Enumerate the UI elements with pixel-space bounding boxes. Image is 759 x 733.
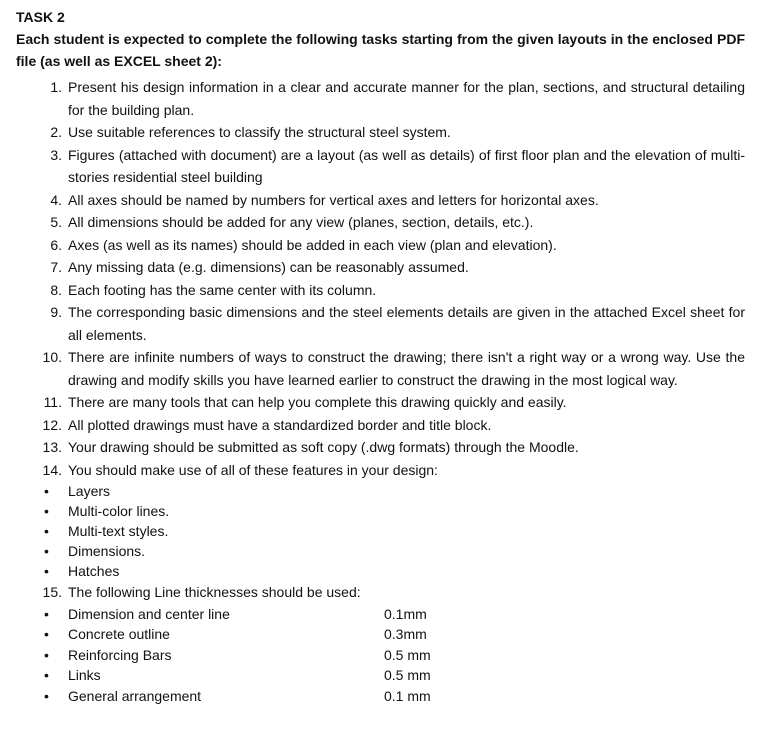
feature-text: Multi-color lines.	[68, 503, 170, 519]
item-number: 3.	[50, 146, 62, 163]
list-item	[16, 256, 745, 279]
item-text: The following Line thicknesses should be used:	[68, 584, 361, 600]
item-text: Present his design information in a clear and accurate manner for the plan, sections, and structural detailing for the building plan.	[68, 79, 745, 118]
item-number: 2.	[50, 124, 62, 140]
feature-text: Multi-text styles.	[68, 523, 169, 539]
task-list	[16, 76, 745, 706]
feature-text: Hatches	[68, 563, 120, 579]
thickness-item	[16, 686, 745, 707]
item-number: 5.	[50, 214, 62, 230]
item-text: Each footing has the same center with its column.	[68, 281, 377, 298]
item-number: 13.	[42, 439, 62, 455]
list-item	[16, 144, 745, 189]
task-intro: Each student is expected to complete the following tasks starting from the given layouts in the enclosed PDF file (as well as EXCEL sheet 2):	[16, 31, 745, 69]
bullet-icon: •	[44, 646, 49, 663]
item-number: 8.	[50, 281, 62, 298]
item-text: Axes (as well as its names) should be added in each view (plan and elevation).	[68, 236, 557, 253]
item-text: Any missing data (e.g. dimensions) can be reasonably assumed.	[68, 259, 469, 275]
bullet-icon: •	[44, 687, 49, 704]
line-thickness-list	[16, 604, 745, 707]
item-number: 1.	[50, 79, 62, 95]
list-item	[16, 76, 745, 121]
bullet-icon: •	[44, 563, 49, 579]
thickness-label: General arrangement	[68, 687, 202, 704]
thickness-label: Concrete outline	[68, 626, 170, 642]
item-text: There are infinite numbers of ways to construct the drawing; there isn't a right way or a wrong way. Use the drawing and modify skills you have learned earlier to construct the drawing in the most logical way.	[68, 349, 745, 388]
list-item	[16, 121, 745, 144]
thickness-value: 0.5 mm	[384, 646, 431, 663]
list-item	[16, 346, 745, 391]
features-list	[16, 481, 745, 581]
thickness-item	[16, 604, 745, 625]
item-number: 14.	[42, 461, 62, 478]
item-text: The corresponding basic dimensions and the steel elements details are given in the attached Excel sheet for all elements.	[68, 304, 745, 343]
list-item	[16, 436, 745, 459]
item-number: 9.	[50, 304, 62, 320]
item-text: All axes should be named by numbers for vertical axes and letters for horizontal axes.	[68, 191, 599, 208]
list-item	[16, 459, 745, 582]
list-item	[16, 279, 745, 302]
item-text: You should make use of all of these features in your design:	[68, 461, 438, 478]
item-number: 15.	[42, 584, 62, 600]
bullet-icon: •	[44, 543, 49, 559]
feature-item	[16, 541, 745, 561]
thickness-value: 0.1mm	[384, 605, 427, 622]
item-number: 6.	[50, 236, 62, 253]
list-item	[16, 211, 745, 234]
feature-text: Dimensions.	[68, 543, 146, 559]
feature-item	[16, 521, 745, 541]
list-item	[16, 189, 745, 212]
thickness-value: 0.5 mm	[384, 667, 431, 683]
bullet-icon: •	[44, 605, 49, 622]
thickness-label: Reinforcing Bars	[68, 646, 172, 663]
list-item	[16, 414, 745, 437]
thickness-item	[16, 665, 745, 686]
item-number: 7.	[50, 259, 62, 275]
item-text: Your drawing should be submitted as soft copy (.dwg formats) through the Moodle.	[68, 439, 579, 455]
feature-item	[16, 561, 745, 581]
thickness-label: Dimension and center line	[68, 605, 230, 622]
item-text: All plotted drawings must have a standardized border and title block.	[68, 416, 492, 433]
thickness-value: 0.1 mm	[384, 687, 431, 704]
bullet-icon: •	[44, 503, 49, 519]
thickness-item	[16, 645, 745, 666]
item-text: There are many tools that can help you complete this drawing quickly and easily.	[68, 394, 567, 410]
bullet-icon: •	[44, 483, 49, 499]
list-item	[16, 301, 745, 346]
list-item	[16, 391, 745, 414]
thickness-label: Links	[68, 667, 101, 683]
thickness-item	[16, 624, 745, 645]
list-item	[16, 234, 745, 257]
item-number: 12.	[42, 416, 62, 433]
item-number: 10.	[42, 349, 62, 365]
feature-item	[16, 481, 745, 501]
item-number: 11.	[43, 394, 62, 410]
item-text: Use suitable references to classify the structural steel system.	[68, 124, 451, 140]
bullet-icon: •	[44, 667, 49, 683]
task-title: TASK 2	[16, 9, 65, 25]
feature-item	[16, 501, 745, 521]
list-item	[16, 581, 745, 706]
bullet-icon: •	[44, 626, 49, 642]
thickness-value: 0.3mm	[384, 626, 427, 642]
bullet-icon: •	[44, 523, 49, 539]
item-text: All dimensions should be added for any view (planes, section, details, etc.).	[68, 214, 534, 230]
item-number: 4.	[50, 191, 62, 208]
feature-text: Layers	[68, 483, 111, 499]
item-text: Figures (attached with document) are a layout (as well as details) of first floor plan and the elevation of multi-stories residential steel building	[68, 146, 745, 185]
